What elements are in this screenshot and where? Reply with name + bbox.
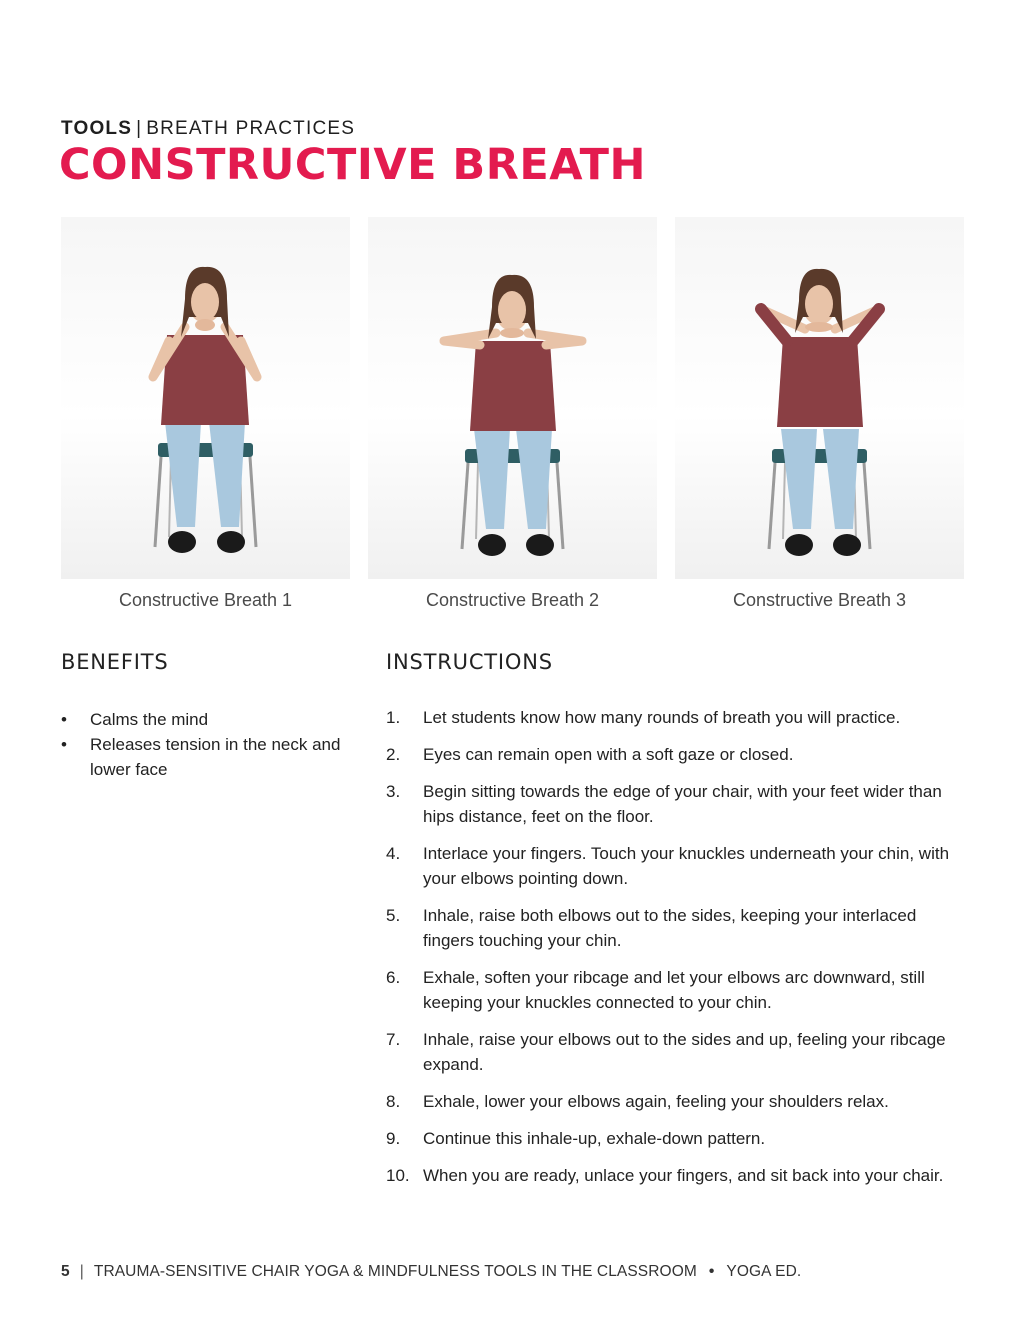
photo-constructive-breath-1 (61, 217, 350, 579)
figure-illustration (368, 217, 657, 579)
step-number: 8. (386, 1092, 401, 1111)
benefits-heading: BENEFITS (61, 650, 169, 674)
step-text: When you are ready, unlace your fingers, and sit back into your chair. (423, 1166, 944, 1185)
footer-separator: | (79, 1263, 84, 1280)
instructions-heading: INSTRUCTIONS (386, 650, 553, 674)
instruction-step (386, 841, 966, 891)
step-text: Exhale, soften your ribcage and let your elbows arc downward, still keeping your knuckles connected to your chin. (423, 968, 925, 1012)
step-number: 3. (386, 782, 401, 801)
photo-caption-3: Constructive Breath 3 (732, 590, 907, 610)
step-number: 7. (386, 1030, 401, 1049)
step-text: Begin sitting towards the edge of your chair, with your feet wider than hips distance, feet on the floor. (423, 782, 942, 826)
step-number: 1. (386, 708, 401, 727)
step-number: 2. (386, 745, 401, 764)
instruction-step (386, 1027, 966, 1077)
instruction-step (386, 779, 966, 829)
instruction-step (386, 1089, 966, 1114)
photo-constructive-breath-3 (675, 217, 964, 579)
step-text: Inhale, raise your elbows out to the sides and up, feeling your ribcage expand. (423, 1030, 946, 1074)
step-text: Exhale, lower your elbows again, feeling your shoulders relax. (423, 1092, 889, 1111)
step-number: 9. (386, 1129, 401, 1148)
step-number: 5. (386, 906, 401, 925)
step-text: Inhale, raise both elbows out to the sides, keeping your interlaced fingers touching your chin. (423, 906, 917, 950)
footer-bullet: • (708, 1263, 715, 1280)
step-number: 6. (386, 968, 401, 987)
figure-illustration (61, 217, 350, 579)
page-footer (61, 1263, 801, 1281)
step-number: 4. (386, 844, 401, 863)
figure-illustration (675, 217, 964, 579)
instruction-step (386, 742, 966, 767)
instruction-step (386, 705, 966, 730)
brand-name: YOGA ED. (726, 1263, 802, 1280)
instructions-list (386, 705, 966, 1200)
instruction-step (386, 1163, 966, 1188)
step-text: Continue this inhale-up, exhale-down pattern. (423, 1129, 766, 1148)
kicker-category: TOOLS (61, 118, 133, 139)
publication-title: TRAUMA-SENSITIVE CHAIR YOGA & MINDFULNESS TOOLS IN THE CLASSROOM (93, 1263, 697, 1280)
kicker-subcategory: BREATH PRACTICES (146, 118, 356, 139)
benefit-item: • Releases tension in the neck and lower face (61, 732, 361, 782)
photo-caption-1: Constructive Breath 1 (118, 590, 293, 610)
section-kicker (61, 118, 355, 140)
instruction-step (386, 965, 966, 1015)
kicker-separator: | (136, 118, 143, 139)
photo-caption-2: Constructive Breath 2 (425, 590, 600, 610)
step-text: Let students know how many rounds of breath you will practice. (423, 708, 901, 727)
instruction-step (386, 903, 966, 953)
page-title: CONSTRUCTIVE BREATH (59, 140, 646, 190)
page-number: 5 (61, 1263, 70, 1280)
step-text: Eyes can remain open with a soft gaze or closed. (423, 745, 794, 764)
benefits-list (61, 707, 361, 782)
step-number: 10. (386, 1166, 410, 1185)
photo-constructive-breath-2 (368, 217, 657, 579)
benefit-item: • Calms the mind (61, 707, 361, 732)
instruction-step (386, 1126, 966, 1151)
step-text: Interlace your fingers. Touch your knuckles underneath your chin, with your elbows pointing down. (423, 844, 950, 888)
